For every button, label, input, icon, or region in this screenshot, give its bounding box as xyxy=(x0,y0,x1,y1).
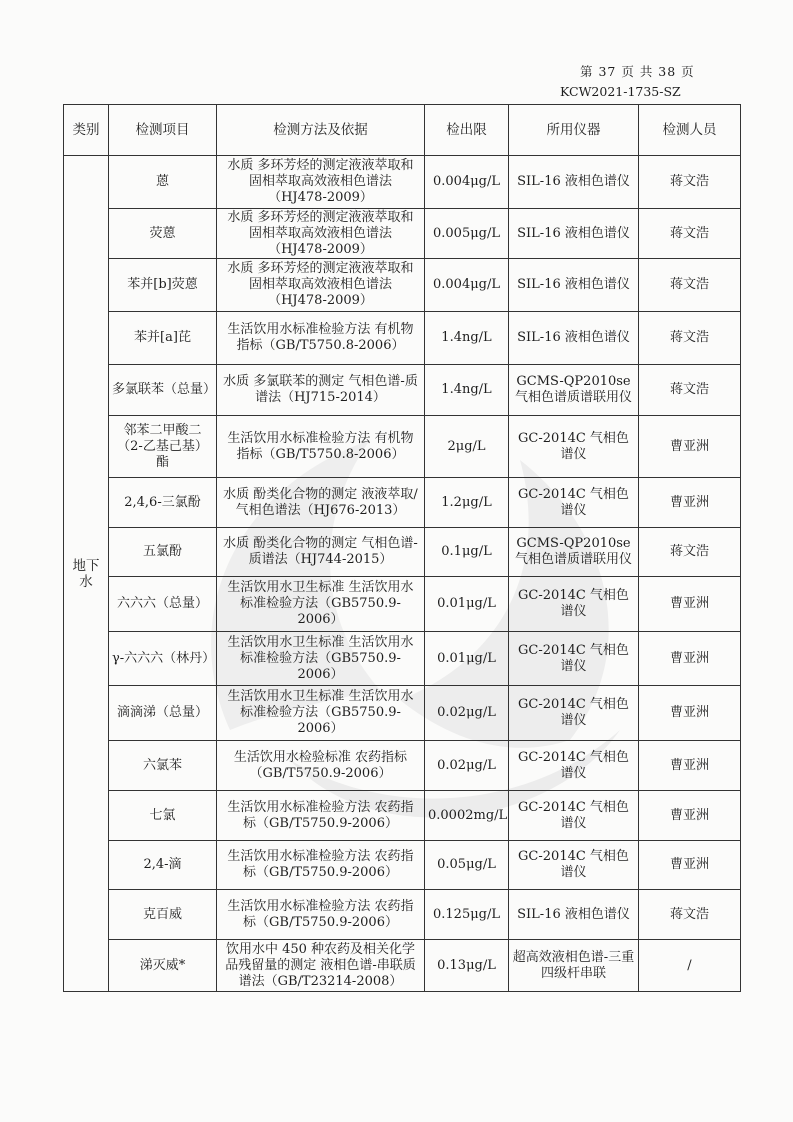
item-cell: 六氯苯 xyxy=(109,741,217,791)
limit-cell: 0.01μg/L xyxy=(425,632,509,686)
method-cell: 生活饮用水标准检验方法 有机物指标（GB/T5750.8-2006） xyxy=(217,312,425,365)
limit-cell: 1.4ng/L xyxy=(425,365,509,416)
table-header-row xyxy=(64,105,741,156)
person-cell: 曹亚洲 xyxy=(639,741,741,791)
col-header-category: 类别 xyxy=(64,105,109,156)
person-cell: 曹亚洲 xyxy=(639,478,741,528)
method-cell: 生活饮用水检验标准 农药指标（GB/T5750.9-2006） xyxy=(217,741,425,791)
item-cell: 苯并[a]芘 xyxy=(109,312,217,365)
method-cell: 生活饮用水标准检验方法 农药指标（GB/T5750.9-2006） xyxy=(217,791,425,841)
instrument-cell: SIL-16 液相色谱仪 xyxy=(509,209,639,259)
limit-cell: 0.02μg/L xyxy=(425,741,509,791)
limit-cell: 0.1μg/L xyxy=(425,528,509,577)
limit-cell: 2μg/L xyxy=(425,416,509,478)
table-body xyxy=(64,156,741,992)
table-row xyxy=(64,528,741,577)
instrument-cell: SIL-16 液相色谱仪 xyxy=(509,259,639,312)
person-cell: / xyxy=(639,940,741,992)
method-cell: 生活饮用水卫生标准 生活饮用水标准检验方法（GB5750.9-2006） xyxy=(217,632,425,686)
method-cell: 生活饮用水卫生标准 生活饮用水标准检验方法（GB5750.9-2006） xyxy=(217,686,425,741)
instrument-cell: GC-2014C 气相色谱仪 xyxy=(509,741,639,791)
item-cell: 蒽 xyxy=(109,156,217,209)
person-cell: 蒋文浩 xyxy=(639,259,741,312)
table-row xyxy=(64,841,741,890)
table-row xyxy=(64,791,741,841)
item-cell: 五氯酚 xyxy=(109,528,217,577)
table-row xyxy=(64,156,741,209)
report-number: KCW2021-1735-SZ xyxy=(560,84,681,99)
instrument-cell: GCMS-QP2010se 气相色谱质谱联用仪 xyxy=(509,365,639,416)
method-cell: 水质 酚类化合物的测定 气相色谱-质谱法（HJ744-2015） xyxy=(217,528,425,577)
limit-cell: 0.01μg/L xyxy=(425,577,509,632)
item-cell: 邻苯二甲酸二（2-乙基己基）酯 xyxy=(109,416,217,478)
table-row xyxy=(64,478,741,528)
item-cell: 涕灭威* xyxy=(109,940,217,992)
instrument-cell: GC-2014C 气相色谱仪 xyxy=(509,841,639,890)
item-cell: 六六六（总量） xyxy=(109,577,217,632)
table-row xyxy=(64,741,741,791)
person-cell: 曹亚洲 xyxy=(639,686,741,741)
instrument-cell: SIL-16 液相色谱仪 xyxy=(509,156,639,209)
col-header-limit: 检出限 xyxy=(425,105,509,156)
limit-cell: 0.004μg/L xyxy=(425,259,509,312)
person-cell: 蒋文浩 xyxy=(639,365,741,416)
page-number: 第 37 页 共 38 页 xyxy=(580,64,695,79)
limit-cell: 0.125μg/L xyxy=(425,890,509,940)
item-cell: 荧蒽 xyxy=(109,209,217,259)
table-row xyxy=(64,312,741,365)
item-cell: 2,4-滴 xyxy=(109,841,217,890)
category-cell: 地下水 xyxy=(64,156,109,992)
limit-cell: 0.02μg/L xyxy=(425,686,509,741)
instrument-cell: 超高效液相色谱-三重四级杆串联 xyxy=(509,940,639,992)
person-cell: 曹亚洲 xyxy=(639,791,741,841)
person-cell: 曹亚洲 xyxy=(639,632,741,686)
table-row xyxy=(64,416,741,478)
item-cell: γ-六六六（林丹） xyxy=(109,632,217,686)
person-cell: 曹亚洲 xyxy=(639,841,741,890)
item-cell: 苯并[b]荧蒽 xyxy=(109,259,217,312)
method-cell: 生活饮用水标准检验方法 农药指标（GB/T5750.9-2006） xyxy=(217,841,425,890)
item-cell: 多氯联苯（总量） xyxy=(109,365,217,416)
col-header-item: 检测项目 xyxy=(109,105,217,156)
table-row xyxy=(64,259,741,312)
item-cell: 七氯 xyxy=(109,791,217,841)
table-row xyxy=(64,632,741,686)
limit-cell: 1.2μg/L xyxy=(425,478,509,528)
method-cell: 生活饮用水标准检验方法 有机物指标（GB/T5750.8-2006） xyxy=(217,416,425,478)
method-cell: 水质 多氯联苯的测定 气相色谱-质谱法（HJ715-2014） xyxy=(217,365,425,416)
item-cell: 滴滴涕（总量） xyxy=(109,686,217,741)
instrument-cell: GC-2014C 气相色谱仪 xyxy=(509,791,639,841)
instrument-cell: GC-2014C 气相色谱仪 xyxy=(509,416,639,478)
instrument-cell: SIL-16 液相色谱仪 xyxy=(509,890,639,940)
item-cell: 克百威 xyxy=(109,890,217,940)
method-cell: 饮用水中 450 种农药及相关化学品残留量的测定 液相色谱-串联质谱法（GB/T23214-2008） xyxy=(217,940,425,992)
method-cell: 水质 酚类化合物的测定 液液萃取/气相色谱法（HJ676-2013） xyxy=(217,478,425,528)
item-cell: 2,4,6-三氯酚 xyxy=(109,478,217,528)
instrument-cell: GC-2014C 气相色谱仪 xyxy=(509,686,639,741)
instrument-cell: GC-2014C 气相色谱仪 xyxy=(509,478,639,528)
instrument-cell: SIL-16 液相色谱仪 xyxy=(509,312,639,365)
person-cell: 曹亚洲 xyxy=(639,577,741,632)
col-header-person: 检测人员 xyxy=(639,105,741,156)
col-header-instrument: 所用仪器 xyxy=(509,105,639,156)
limit-cell: 0.004μg/L xyxy=(425,156,509,209)
method-cell: 水质 多环芳烃的测定液液萃取和固相萃取高效液相色谱法（HJ478-2009） xyxy=(217,209,425,259)
instrument-cell: GC-2014C 气相色谱仪 xyxy=(509,577,639,632)
limit-cell: 1.4ng/L xyxy=(425,312,509,365)
method-cell: 生活饮用水卫生标准 生活饮用水标准检验方法（GB5750.9-2006） xyxy=(217,577,425,632)
table-row xyxy=(64,365,741,416)
person-cell: 蒋文浩 xyxy=(639,156,741,209)
person-cell: 蒋文浩 xyxy=(639,312,741,365)
method-cell: 生活饮用水标准检验方法 农药指标（GB/T5750.9-2006） xyxy=(217,890,425,940)
limit-cell: 0.05μg/L xyxy=(425,841,509,890)
limit-cell: 0.005μg/L xyxy=(425,209,509,259)
col-header-method: 检测方法及依据 xyxy=(217,105,425,156)
limit-cell: 0.13μg/L xyxy=(425,940,509,992)
table-row xyxy=(64,209,741,259)
person-cell: 曹亚洲 xyxy=(639,416,741,478)
results-table xyxy=(63,104,741,992)
limit-cell: 0.0002mg/L xyxy=(425,791,509,841)
person-cell: 蒋文浩 xyxy=(639,890,741,940)
instrument-cell: GC-2014C 气相色谱仪 xyxy=(509,632,639,686)
person-cell: 蒋文浩 xyxy=(639,209,741,259)
table-row xyxy=(64,890,741,940)
table-row xyxy=(64,686,741,741)
method-cell: 水质 多环芳烃的测定液液萃取和固相萃取高效液相色谱法（HJ478-2009） xyxy=(217,156,425,209)
person-cell: 蒋文浩 xyxy=(639,528,741,577)
method-cell: 水质 多环芳烃的测定液液萃取和固相萃取高效液相色谱法（HJ478-2009） xyxy=(217,259,425,312)
table-row xyxy=(64,577,741,632)
table-row xyxy=(64,940,741,992)
instrument-cell: GCMS-QP2010se 气相色谱质谱联用仪 xyxy=(509,528,639,577)
